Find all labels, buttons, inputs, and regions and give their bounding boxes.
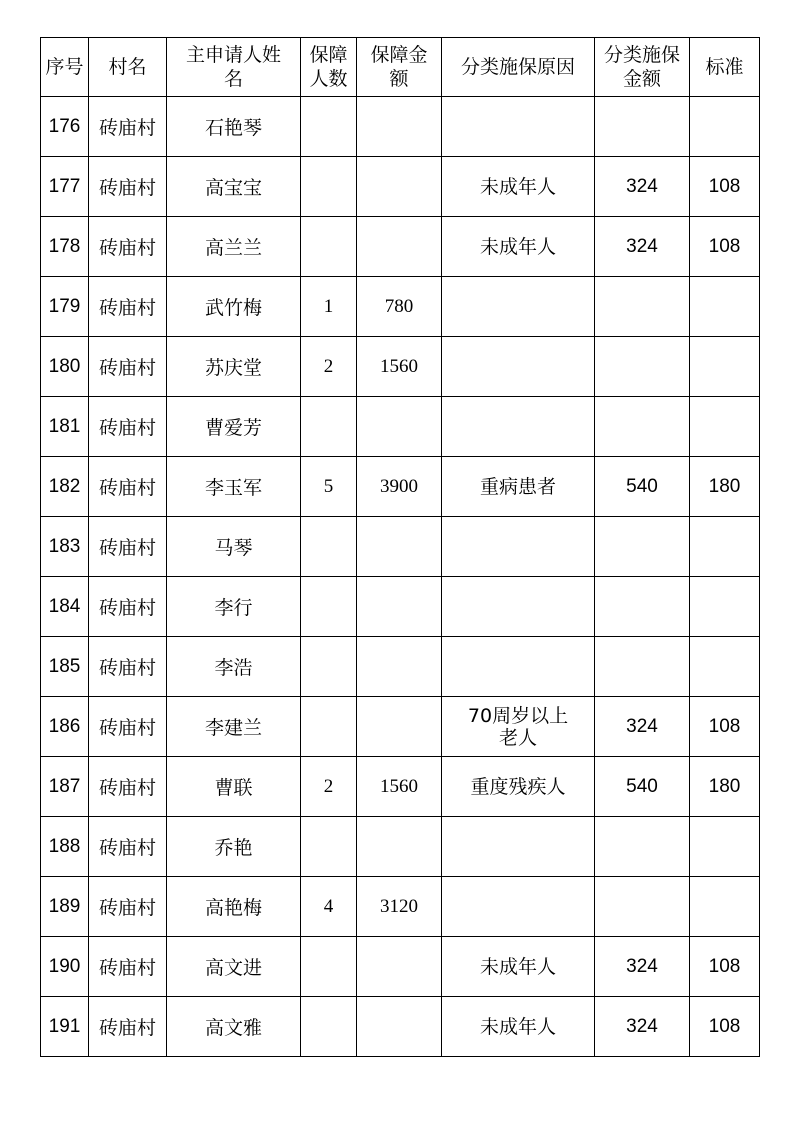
cell-classified-amount: [595, 397, 690, 457]
cell-standard: [690, 337, 760, 397]
table-row: [41, 997, 760, 1057]
cell-village: 砖庙村: [89, 217, 167, 277]
table-row: [41, 277, 760, 337]
cell-applicant-name: 曹爱芳: [167, 397, 301, 457]
cell-applicant-name: 乔艳: [167, 817, 301, 877]
cell-village: 砖庙村: [89, 757, 167, 817]
cell-standard: 108: [690, 217, 760, 277]
cell-village: 砖庙村: [89, 97, 167, 157]
cell-serial: 181: [41, 397, 89, 457]
table-row: [41, 637, 760, 697]
cell-village: 砖庙村: [89, 697, 167, 757]
cell-classified-reason: [442, 337, 595, 397]
cell-coverage-amount: [357, 637, 442, 697]
cell-classified-amount: 540: [595, 457, 690, 517]
cell-covered-persons: [301, 637, 357, 697]
header-standard: 标准: [690, 38, 760, 97]
cell-classified-reason: [442, 577, 595, 637]
cell-standard: 108: [690, 697, 760, 757]
cell-covered-persons: [301, 697, 357, 757]
table-row: [41, 97, 760, 157]
cell-classified-reason: 未成年人: [442, 217, 595, 277]
cell-classified-amount: [595, 817, 690, 877]
cell-classified-amount: [595, 337, 690, 397]
cell-classified-reason: [442, 877, 595, 937]
cell-coverage-amount: 780: [357, 277, 442, 337]
cell-classified-reason: [442, 277, 595, 337]
cell-coverage-amount: [357, 517, 442, 577]
table-row: [41, 937, 760, 997]
cell-serial: 176: [41, 97, 89, 157]
table-row: [41, 337, 760, 397]
cell-standard: [690, 517, 760, 577]
cell-standard: [690, 877, 760, 937]
cell-classified-amount: [595, 577, 690, 637]
header-coverage-amount: 保障金额: [357, 38, 442, 97]
cell-covered-persons: [301, 517, 357, 577]
cell-coverage-amount: [357, 157, 442, 217]
cell-village: 砖庙村: [89, 157, 167, 217]
cell-standard: 108: [690, 937, 760, 997]
cell-serial: 185: [41, 637, 89, 697]
cell-classified-reason: 重度残疾人: [442, 757, 595, 817]
table-row: [41, 157, 760, 217]
cell-serial: 188: [41, 817, 89, 877]
cell-covered-persons: 1: [301, 277, 357, 337]
cell-standard: 108: [690, 157, 760, 217]
cell-serial: 190: [41, 937, 89, 997]
cell-coverage-amount: 3120: [357, 877, 442, 937]
cell-covered-persons: [301, 937, 357, 997]
header-classified-amount: 分类施保金额: [595, 38, 690, 97]
cell-classified-amount: [595, 517, 690, 577]
cell-classified-amount: [595, 637, 690, 697]
table-row: [41, 757, 760, 817]
table-row: [41, 697, 760, 757]
allowance-table: [40, 37, 760, 1057]
cell-standard: [690, 97, 760, 157]
cell-coverage-amount: 1560: [357, 337, 442, 397]
cell-classified-reason: [442, 637, 595, 697]
cell-standard: 180: [690, 457, 760, 517]
cell-applicant-name: 石艳琴: [167, 97, 301, 157]
cell-serial: 191: [41, 997, 89, 1057]
cell-standard: 108: [690, 997, 760, 1057]
table-row: [41, 217, 760, 277]
cell-covered-persons: [301, 217, 357, 277]
cell-serial: 180: [41, 337, 89, 397]
cell-coverage-amount: 3900: [357, 457, 442, 517]
cell-coverage-amount: [357, 397, 442, 457]
cell-classified-reason: 未成年人: [442, 157, 595, 217]
cell-applicant-name: 高艳梅: [167, 877, 301, 937]
cell-applicant-name: 高宝宝: [167, 157, 301, 217]
cell-village: 砖庙村: [89, 577, 167, 637]
cell-coverage-amount: [357, 997, 442, 1057]
cell-village: 砖庙村: [89, 457, 167, 517]
header-row: [41, 38, 760, 97]
cell-serial: 189: [41, 877, 89, 937]
table-body: [41, 97, 760, 1057]
cell-covered-persons: 2: [301, 757, 357, 817]
header-classified-reason: 分类施保原因: [442, 38, 595, 97]
cell-serial: 186: [41, 697, 89, 757]
cell-village: 砖庙村: [89, 877, 167, 937]
cell-covered-persons: 2: [301, 337, 357, 397]
cell-coverage-amount: [357, 697, 442, 757]
cell-coverage-amount: 1560: [357, 757, 442, 817]
cell-serial: 178: [41, 217, 89, 277]
cell-serial: 179: [41, 277, 89, 337]
cell-serial: 187: [41, 757, 89, 817]
cell-applicant-name: 李浩: [167, 637, 301, 697]
table-row: [41, 877, 760, 937]
cell-covered-persons: [301, 397, 357, 457]
cell-classified-amount: 540: [595, 757, 690, 817]
cell-serial: 177: [41, 157, 89, 217]
cell-serial: 182: [41, 457, 89, 517]
cell-village: 砖庙村: [89, 817, 167, 877]
cell-applicant-name: 曹联: [167, 757, 301, 817]
header-applicant-name: 主申请人姓名: [167, 38, 301, 97]
cell-village: 砖庙村: [89, 337, 167, 397]
table-row: [41, 577, 760, 637]
cell-classified-amount: 324: [595, 997, 690, 1057]
cell-covered-persons: 4: [301, 877, 357, 937]
cell-applicant-name: 高文雅: [167, 997, 301, 1057]
cell-standard: [690, 817, 760, 877]
header-covered-persons: 保障人数: [301, 38, 357, 97]
cell-standard: 180: [690, 757, 760, 817]
cell-covered-persons: [301, 997, 357, 1057]
cell-classified-reason: 未成年人: [442, 937, 595, 997]
cell-coverage-amount: [357, 817, 442, 877]
table-row: [41, 457, 760, 517]
cell-coverage-amount: [357, 97, 442, 157]
cell-village: 砖庙村: [89, 517, 167, 577]
header-serial: 序号: [41, 38, 89, 97]
cell-classified-reason: [442, 97, 595, 157]
cell-applicant-name: 李建兰: [167, 697, 301, 757]
cell-coverage-amount: [357, 577, 442, 637]
cell-applicant-name: 马琴: [167, 517, 301, 577]
cell-applicant-name: 苏庆堂: [167, 337, 301, 397]
cell-village: 砖庙村: [89, 277, 167, 337]
cell-standard: [690, 637, 760, 697]
cell-classified-amount: [595, 97, 690, 157]
cell-coverage-amount: [357, 937, 442, 997]
cell-standard: [690, 397, 760, 457]
cell-classified-reason: 70周岁以上老人: [442, 697, 595, 757]
cell-classified-amount: 324: [595, 157, 690, 217]
cell-village: 砖庙村: [89, 997, 167, 1057]
cell-standard: [690, 277, 760, 337]
cell-covered-persons: [301, 577, 357, 637]
table-row: [41, 397, 760, 457]
cell-standard: [690, 577, 760, 637]
cell-applicant-name: 高文进: [167, 937, 301, 997]
cell-coverage-amount: [357, 217, 442, 277]
table-row: [41, 517, 760, 577]
cell-serial: 184: [41, 577, 89, 637]
table-row: [41, 817, 760, 877]
cell-classified-amount: [595, 877, 690, 937]
cell-applicant-name: 李玉军: [167, 457, 301, 517]
cell-classified-reason: [442, 397, 595, 457]
cell-applicant-name: 武竹梅: [167, 277, 301, 337]
cell-classified-reason: [442, 817, 595, 877]
cell-serial: 183: [41, 517, 89, 577]
cell-classified-amount: [595, 277, 690, 337]
cell-classified-reason: 未成年人: [442, 997, 595, 1057]
cell-classified-amount: 324: [595, 697, 690, 757]
cell-applicant-name: 李行: [167, 577, 301, 637]
cell-classified-reason: [442, 517, 595, 577]
header-village: 村名: [89, 38, 167, 97]
cell-classified-amount: 324: [595, 937, 690, 997]
cell-village: 砖庙村: [89, 397, 167, 457]
cell-covered-persons: [301, 817, 357, 877]
cell-village: 砖庙村: [89, 637, 167, 697]
cell-covered-persons: [301, 157, 357, 217]
cell-village: 砖庙村: [89, 937, 167, 997]
cell-covered-persons: [301, 97, 357, 157]
cell-applicant-name: 高兰兰: [167, 217, 301, 277]
cell-covered-persons: 5: [301, 457, 357, 517]
cell-classified-amount: 324: [595, 217, 690, 277]
cell-classified-reason: 重病患者: [442, 457, 595, 517]
